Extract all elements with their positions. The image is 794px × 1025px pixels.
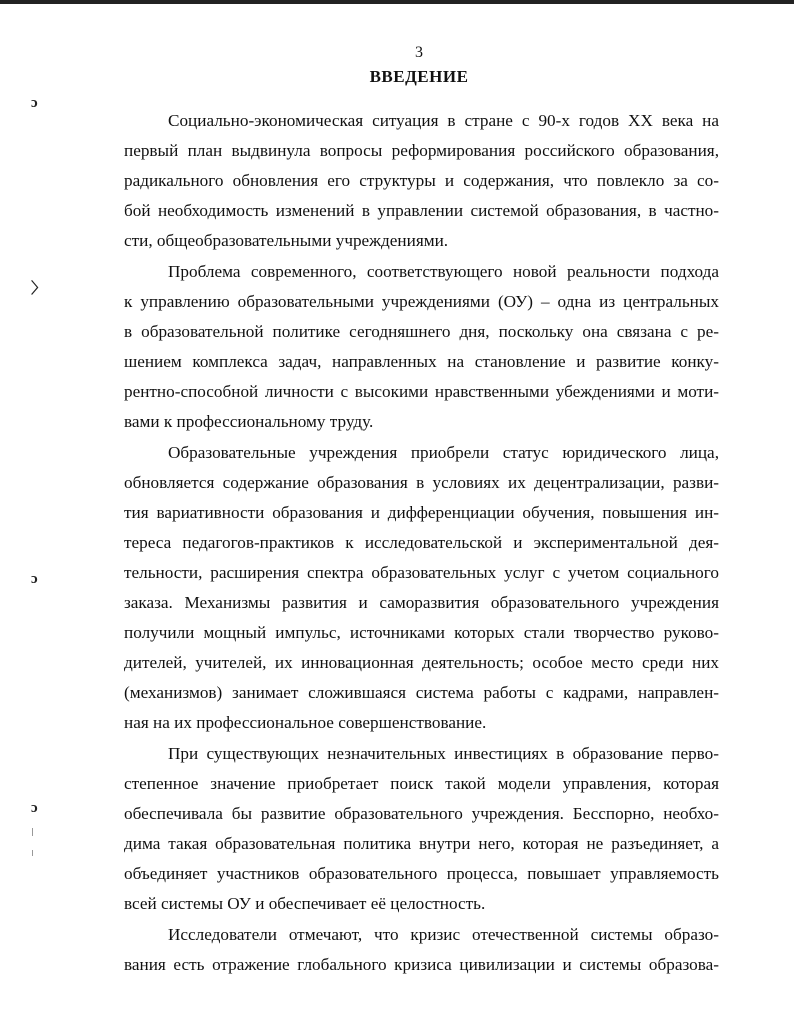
text-line: вания есть отражение глобального кризиса цивилизации и системы образова- (124, 955, 719, 974)
text-line: Образовательные учреждения приобрели статус юридического лица, (168, 443, 719, 462)
text-line: обновляется содержание образования в условиях их децентрализации, разви- (124, 473, 719, 492)
page-number: 3 (415, 44, 423, 61)
text-line: рентно-способной личности с высокими нравственными убеждениями и моти- (124, 382, 719, 401)
text-line: всей системы ОУ и обеспечивает её целостность. (124, 894, 486, 913)
text-line: дителей, учителей, их инновационная деятельность; особое место среди них (124, 653, 719, 672)
text-line: тереса педагогов-практиков к исследовательской и экспериментальной дея- (124, 533, 719, 552)
text-line: ная на их профессиональное совершенствование. (124, 713, 487, 732)
text-line: вами к профессиональному труду. (124, 412, 374, 431)
margin-mark: ɔ (31, 95, 38, 111)
text-line: (механизмов) занимает сложившаяся система работы с кадрами, направлен- (124, 683, 719, 702)
margin-mark: 〉 (31, 281, 47, 297)
text-line: первый план выдвинула вопросы реформирования российского образования, (124, 141, 719, 160)
text-line: При существующих незначительных инвестициях в образование перво- (168, 744, 719, 763)
text-line: к управлению образовательными учреждениями (ОУ) – одна из центральных (124, 292, 719, 311)
margin-tick (32, 828, 33, 836)
text-line: шением комплекса задач, направленных на становление и развитие конку- (124, 352, 719, 371)
text-line: тия вариативности образования и дифференциации обучения, повышения ин- (124, 503, 719, 522)
margin-mark: ɔ (31, 800, 38, 816)
text-line: Проблема современного, соответствующего новой реальности подхода (168, 262, 719, 281)
text-line: Социально-экономическая ситуация в стране с 90-х годов XX века на (168, 111, 719, 130)
text-line: в образовательной политике сегодняшнего дня, поскольку она связана с ре- (124, 322, 719, 341)
text-line: дима такая образовательная политика внутри него, которая не разъединяет, а (124, 834, 719, 853)
text-line: обеспечивала бы развитие образовательного учреждения. Бесспорно, необхо- (124, 804, 719, 823)
text-line: радикального обновления его структуры и содержания, что повлекло за со- (124, 171, 719, 190)
margin-tick (32, 850, 33, 856)
text-line: Исследователи отмечают, что кризис отечественной системы образо- (168, 925, 719, 944)
text-line: бой необходимость изменений в управлении системой образования, в частно- (124, 201, 719, 220)
text-line: степенное значение приобретает поиск такой модели управления, которая (124, 774, 719, 793)
page-title: ВВЕДЕНИЕ (369, 67, 469, 86)
text-line: сти, общеобразовательными учреждениями. (124, 231, 449, 250)
margin-mark: ɔ (31, 571, 38, 587)
scan-top-border (0, 0, 794, 4)
text-line: заказа. Механизмы развития и саморазвития образовательного учреждения (124, 593, 719, 612)
text-line: тельности, расширения спектра образовательных услуг с учетом социального (124, 563, 719, 582)
text-line: получили мощный импульс, источниками которых стали творчество руково- (124, 623, 719, 642)
text-line: объединяет участников образовательного процесса, повышает управляемость (124, 864, 719, 883)
